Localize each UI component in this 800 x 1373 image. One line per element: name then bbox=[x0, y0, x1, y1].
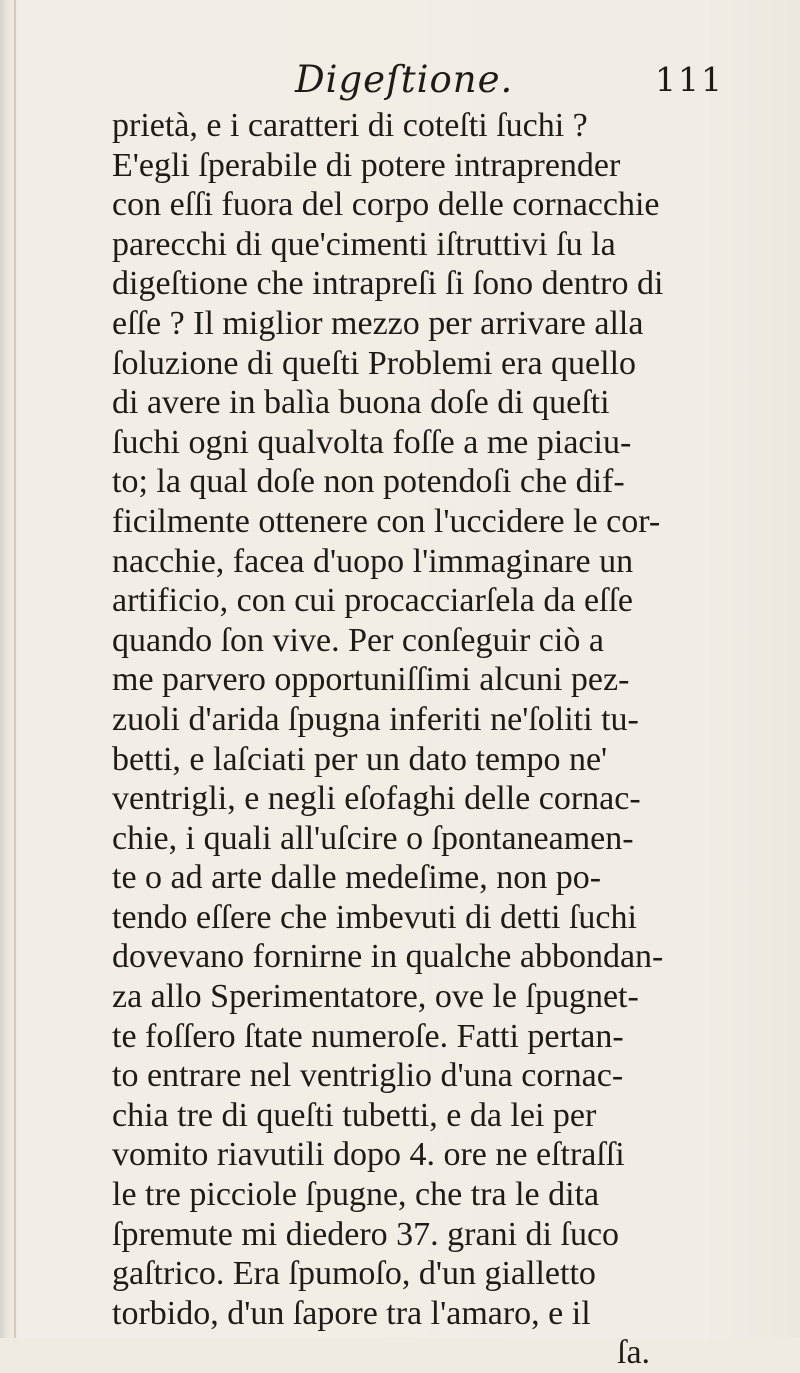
text-line: dovevano fornirne in qualche abbondan- bbox=[112, 938, 664, 976]
text-line: ſoluzione di queſti Problemi era quello bbox=[112, 344, 637, 382]
page-header bbox=[0, 58, 800, 108]
text-line: artificio, con cui procacciarſela da eſſe bbox=[112, 582, 634, 620]
page-number: 111 bbox=[655, 60, 724, 99]
text-line: ventrigli, e negli eſofaghi delle cornac- bbox=[112, 780, 641, 818]
page-gutter bbox=[14, 0, 16, 1338]
body-text bbox=[112, 106, 762, 1373]
text-line: di avere in balìa buona doſe di queſti bbox=[112, 384, 610, 422]
text-line: betti, e laſciati per un dato tempo ne' bbox=[112, 740, 608, 778]
text-line: le tre picciole ſpugne, che tra le dita bbox=[112, 1176, 600, 1214]
text-line: E'egli ſperabile di potere intraprender bbox=[112, 146, 621, 184]
text-line: ſuchi ogni qualvolta foſſe a me piaciu- bbox=[112, 423, 632, 461]
text-line: me parvero opportuniſſimi alcuni pez- bbox=[112, 661, 630, 699]
text-line: te o ad arte dalle medeſime, non po- bbox=[112, 859, 602, 897]
running-title: Digeſtione. bbox=[295, 58, 514, 101]
text-line: digeſtione che intrapreſi ſi ſono dentro di bbox=[112, 265, 664, 303]
text-line: to entrare nel ventriglio d'una cornac- bbox=[112, 1057, 624, 1095]
text-line: parecchi di que'cimenti iſtruttivi ſu la bbox=[112, 225, 616, 263]
text-line: torbido, d'un ſapore tra l'amaro, e il bbox=[112, 1294, 591, 1332]
text-line: te foſſero ſtate numeroſe. Fatti pertan- bbox=[112, 1017, 624, 1055]
text-line: vomito riavutili dopo 4. ore ne eſtraſſi bbox=[112, 1136, 625, 1174]
text-line: chie, i quali all'uſcire o ſpontaneamen- bbox=[112, 819, 634, 857]
text-line: quando ſon vive. Per conſeguir ciò a bbox=[112, 621, 604, 659]
text-line: to; la qual doſe non potendoſi che dif- bbox=[112, 463, 625, 501]
text-line: chia tre di queſti tubetti, e da lei per bbox=[112, 1096, 597, 1134]
text-line: ſpremute mi diedero 37. grani di ſuco bbox=[112, 1215, 620, 1253]
text-line: tendo eſſere che imbevuti di detti ſuchi bbox=[112, 898, 637, 936]
text-line: gaſtrico. Era ſpumoſo, d'un gialletto bbox=[112, 1255, 596, 1293]
catchword: ſa. bbox=[617, 1334, 651, 1372]
text-line: eſſe ? Il miglior mezzo per arrivare alla bbox=[112, 304, 644, 342]
text-line: nacchie, facea d'uopo l'immaginare un bbox=[112, 542, 634, 580]
text-line: con eſſi fuora del corpo delle cornacchie bbox=[112, 186, 660, 224]
text-line: zuoli d'arida ſpugna inferiti ne'ſoliti tu- bbox=[112, 700, 639, 738]
text-line: za allo Sperimentatore, ove le ſpugnet- bbox=[112, 978, 639, 1016]
text-line: ficilmente ottenere con l'uccidere le cor- bbox=[112, 502, 661, 540]
text-line: prietà, e i caratteri di coteſti ſuchi ? bbox=[112, 107, 588, 144]
